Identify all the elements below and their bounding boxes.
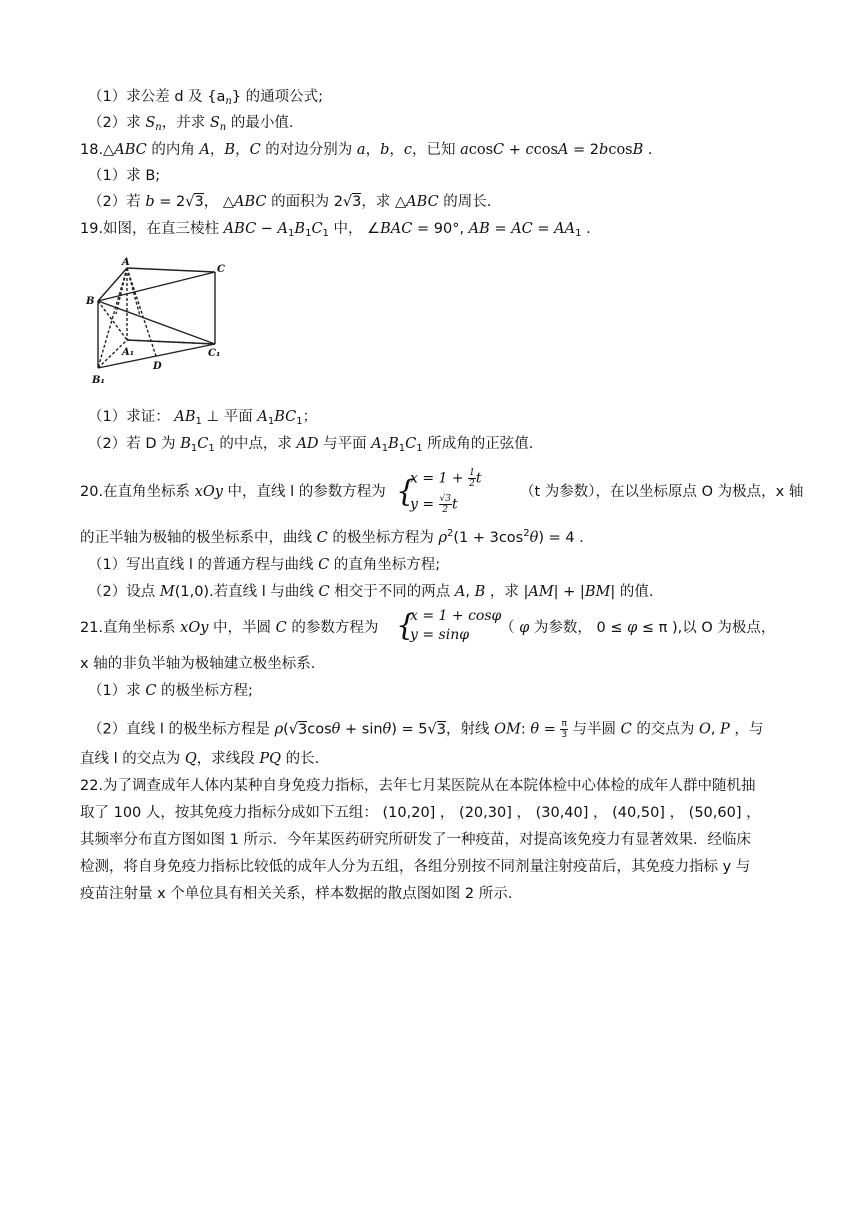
q22-line3: 其频率分布直方图如图 1 所示．今年某医药研究所研发了一种疫苗，对提高该免疫力有显著效果．经临床 <box>80 832 751 848</box>
q21-part1: （1）求 C 的极坐标方程; <box>88 683 253 699</box>
q21-stem: 21.直角坐标系 xOy 中，半圆 C 的参数方程为 <box>80 620 379 636</box>
edge-AC <box>127 268 215 272</box>
q17-part1: （1）求公差 d 及 $\{a_n\}$ 的通项公式; <box>88 89 324 107</box>
q18-stem: 18.△ABC 的内角 A，B，C 的对边分别为 a，b，c，已知 acosC + ccosA = 2bcosB . <box>80 142 653 158</box>
q20-stem-c: 的正半轴为极轴的极坐标系中，曲线 C 的极坐标方程为 $\rho^2(1 + 3\cos^2\theta) = 4$ . <box>80 528 584 546</box>
label-A: A <box>122 257 130 268</box>
label-C: C <box>217 264 225 275</box>
q19-part1: （1）求证： $AB_1$ ⊥ 平面 $A_1BC_1$； <box>88 409 318 427</box>
label-A1: A₁ <box>122 347 135 358</box>
label-D: D <box>153 361 162 372</box>
q22-line5: 疫苗注射量 x 个单位具有相关关系，样本数据的散点图如图 2 所示. <box>80 886 513 902</box>
q18-part1: （1）求 B; <box>88 168 161 184</box>
q22-line1: 22.为了调查成年人体内某种自身免疫力指标，去年七月某医院从在本院体检中心体检的成年人群中随机抽 <box>80 778 756 794</box>
q17-part2: （2）求 $S_n$，并求 $S_n$ 的最小值. <box>88 115 294 133</box>
q18-part2: （2）若 b = 2√3， △ABC 的面积为 2√3，求 △ABC 的周长. <box>88 194 492 210</box>
edge-BC <box>98 272 215 301</box>
q19-stem: 19.如图，在直三棱柱 ABC − $A_1B_1C_1$ 中， ∠BAC = 90°, AB = AC = $AA_1$ . <box>80 221 591 239</box>
q19-part2: （2）若 D 为 $B_1C_1$ 的中点，求 AD 与平面 $A_1B_1C_1$ 所成角的正弦值. <box>88 436 534 454</box>
q21-part2-b: 直线 l 的交点为 Q，求线段 PQ 的长. <box>80 751 320 767</box>
q20-stem-b: （t 为参数），在以坐标原点 O 为极点，x 轴 <box>520 484 804 500</box>
q22-line4: 检测，将自身免疫力指标比较低的成年人分为五组，各组分别按不同剂量注射疫苗后，其免疫力指标 y 与 <box>80 859 751 875</box>
q21-stem-c: x 轴的非负半轴为极轴建立极坐标系. <box>80 656 316 672</box>
q21-part2: （2）直线 l 的极坐标方程是 ρ(√3cosθ + sinθ) = 5√3，射线 OM: θ = $\frac{\pi}{3}$ 与半圆 C 的交点为 O, P ，与 <box>88 719 764 740</box>
label-B: B <box>86 296 95 307</box>
q20-stem: 20.在直角坐标系 xOy 中，直线 l 的参数方程为 <box>80 484 386 500</box>
label-B1: B₁ <box>92 375 105 386</box>
q21-stem-b: （ φ 为参数， 0 ≤ φ ≤ π ),以 O 为极点， <box>500 620 776 636</box>
label-C1: C₁ <box>208 348 221 359</box>
prism-figure <box>82 256 232 388</box>
q20-part1: （1）写出直线 l 的普通方程与曲线 C 的直角坐标方程; <box>88 557 441 573</box>
q20-part2: （2）设点 M(1,0).若直线 l 与曲线 C 相交于不同的两点 A, B ，求 |AM| + |BM| 的值. <box>88 584 654 600</box>
edge-AD <box>127 268 156 356</box>
q22-line2: 取了 100 人，按其免疫力指标分成如下五组： (10,20] ， (20,30] ， (30,40] ， (40,50] ， (50,60] ， <box>80 805 761 821</box>
